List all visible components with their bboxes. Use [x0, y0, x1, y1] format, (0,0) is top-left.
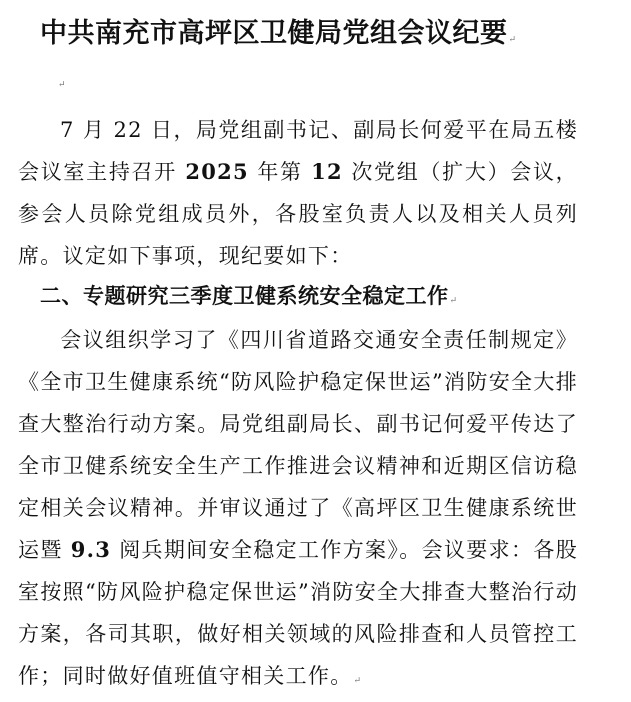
section-heading [40, 275, 458, 322]
paragraph-mark-icon: ↵ [58, 80, 66, 90]
empty-paragraph [58, 80, 66, 90]
body-text-2: 阅兵期间安全稳定工作方案》。会议要求：各股室按照“防风险护稳定保世运”消防安全大排查大整治行动方案，各司其职，做好相关领域的风险排查和人员管控工作；同时做好值班值守相关工作。 [18, 538, 578, 688]
paragraph-mark-icon: ↵ [449, 296, 458, 306]
intro-text-2: 年第 [248, 160, 312, 184]
paragraph-mark-icon: ↵ [508, 35, 517, 45]
document-title [40, 14, 517, 60]
meeting-year: 2025 [185, 159, 249, 184]
intro-text-3: 次党组（扩大）会议，参会人员除党组成员外，各股室负责人以及相关人员列席。议定如下事项，现纪要如下： [18, 160, 578, 268]
parade-date: 9.3 [70, 537, 112, 562]
meeting-intro-paragraph [18, 109, 578, 277]
meeting-number: 12 [311, 159, 343, 184]
paragraph-mark-icon: ↵ [353, 676, 363, 686]
section-body-paragraph [18, 319, 578, 702]
section-heading-text: 二、专题研究三季度卫健系统安全稳定工作 [40, 283, 449, 308]
document-title-text: 中共南充市高坪区卫健局党组会议纪要 [40, 18, 508, 49]
body-text-1: 会议组织学习了《四川省道路交通安全责任制规定》《全市卫生健康系统“防风险护稳定保世运”消防安全大排查大整治行动方案。局党组副局长、副书记何爱平传达了全市卫健系统安全生产工作推进会议精神和近期区信访稳定相关会议精神。并审议通过了《高坪区卫生健康系统世运暨 [18, 328, 578, 562]
intro-text-1: 7 月 22 日，局党组副书记、副局长何爱平在局五楼会议室主持召开 [18, 118, 578, 184]
